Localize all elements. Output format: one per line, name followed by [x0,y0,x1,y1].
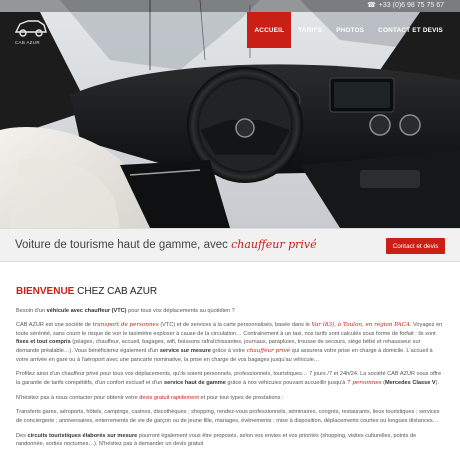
logo-caption: CAB AZUR [15,40,40,45]
text-strong: circuits touristiques élaborés sur mesure [27,432,138,439]
text: qui assurera votre prise en charge à domicile. L'accueil à votre arrivée en gare ou à l'aéroport avec une pancarte nominative, la prise en charge de vos bagages jusqu'au véhicule… [16,348,433,363]
page-title-rest: CHEZ CAB AZUR [77,286,158,297]
paragraph-service [16,370,444,387]
paragraph-prestations: Transferts gares, aéroports, hôtels, campings, casinos, discothèques ; shopping, rendez-vous professionnels, séminaires, congrès, restaurants, lieux touristiques ; services de conciergerie ; anniversaires, enterrements de vie de garçon ou de jeune fille, mariages, événements ; mise à disposition, déplacements courtes ou longues distances… [16,409,440,425]
site-logo[interactable] [14,16,48,40]
nav-photos[interactable]: PHOTOS [336,26,365,34]
paragraph-company [16,321,444,364]
text: grâce à votre [212,348,246,355]
nav-accueil[interactable]: ACCUEIL [247,12,291,48]
text: (péages, chauffeur, accueil, bagages, wifi, boissons rafraîchissantes, journaux, parapluies, trousse de secours, siège bébé et rehausseur sur demande préalable…). Vous bénéficierez également d'un [16,339,421,355]
text-highlight: transport de personnes [92,322,159,329]
banner-title-script: chauffeur privé [231,238,317,251]
text: N'hésitez pas à nous contacter pour obtenir votre [16,394,138,401]
phone-number[interactable] [367,1,444,9]
text: . Voyagez en toute sérénité, sans courir le risque de voir le taximètre exploser à cause de la circulation… Contrairement à un taxi, nos tarifs sont calculés sous forme de forfait : ils sont [16,322,443,337]
top-bar [0,0,460,12]
nav-contact-devis[interactable]: CONTACT ET DEVIS [378,26,443,34]
main-nav [247,12,450,48]
paragraph-devis [16,394,444,403]
page-title-highlight: BIENVENUE [16,286,75,297]
text-strong: véhicule avec chauffeur (VTC) [46,307,127,314]
text: pourront également vous être proposés, selon vos envies et vos priorités (shopping, visites culturelles, points de randonnée, sorties nocturnes…). N'hésitez pas à demander un devis gratuit [16,432,417,448]
page-title [16,284,444,300]
phone-icon: ☎ [367,2,376,9]
text-highlight: 7 personnes [346,380,382,387]
text-highlight: chauffeur privé [246,348,291,355]
text: CAB AZUR est une société de [16,322,91,329]
devis-gratuit-link[interactable]: devis gratuit rapidement [139,394,199,401]
text-highlight: Var (83), à Toulon, en région PACA [311,322,410,329]
hero-image [0,0,460,228]
contact-devis-button[interactable]: Contact et devis [386,238,445,254]
paragraph-circuits [16,432,444,449]
car-logo-icon [14,16,48,40]
text-strong: Mercedes Classe V [384,380,436,387]
banner-title-prefix: Voiture de tourisme haut de gamme, avec [15,239,228,251]
text: Des [16,432,26,439]
text: (VTC) et de services à la carte personnalisés, basée dans le [160,322,310,329]
nav-tarifs[interactable]: TARIFS [298,26,323,34]
text-strong: service haut de gamme [163,380,226,387]
text: et pour tout types de prestations : [200,394,284,401]
banner-title [15,238,317,251]
text-strong: fixes et tout compris [16,339,71,346]
tagline-banner [0,228,460,262]
text: pour tous vos déplacements au quotidien ? [128,307,235,314]
main-content [16,284,444,455]
text-strong: service sur mesure [159,348,211,355]
phone-label: +33 (0)6 98 75 75 67 [378,2,444,9]
text: ). [435,380,440,387]
paragraph-intro [16,307,444,316]
text: Besoin d'un [16,307,46,314]
text: Profitez ainsi d'un chauffeur privé pour tous vos déplacements, qu'ils soient personnels, professionnels, touristiques… 7 jours /7 et 24h/24. La société CAB AZUR vous offre la garantie de tarifs compétitifs, d'un confort exclusif et d'un [16,371,442,387]
text: grâce à nos véhicules pouvant accueillir jusqu'à [227,380,346,387]
text: ( [383,380,385,387]
